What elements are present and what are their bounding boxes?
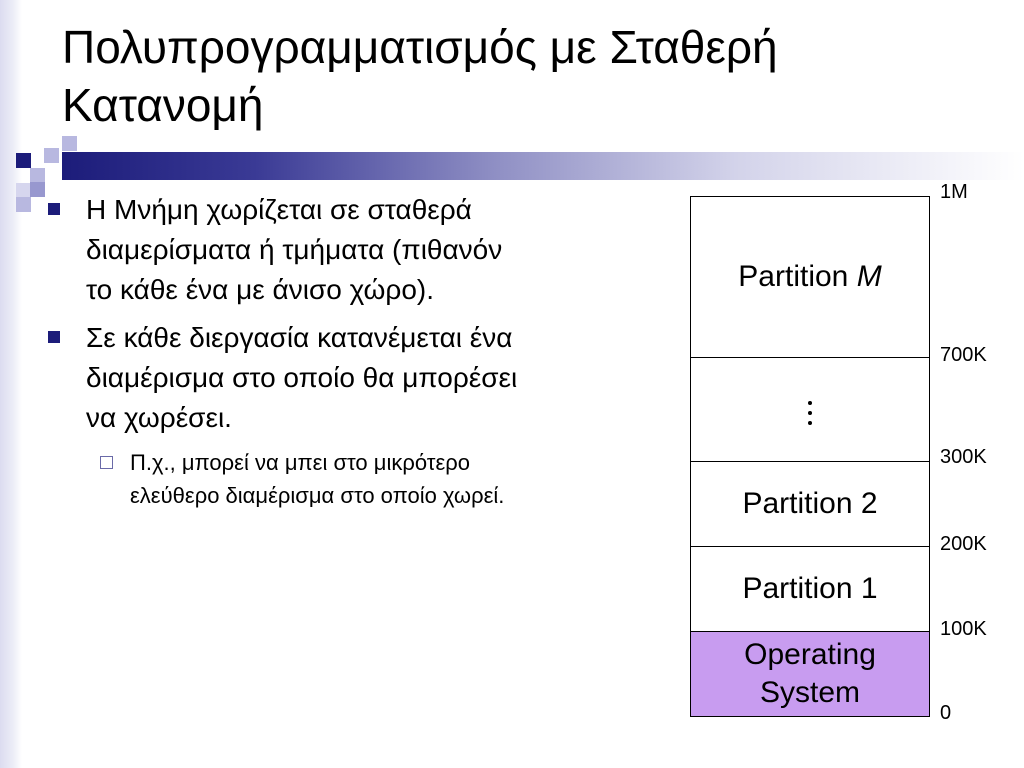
partition-m bbox=[690, 196, 930, 358]
left-stripe bbox=[0, 0, 22, 768]
bullet-item bbox=[48, 190, 518, 310]
decorative-square bbox=[16, 197, 31, 212]
memory-partition-diagram bbox=[690, 196, 930, 716]
title-underline-bar bbox=[62, 152, 1024, 180]
address-label-300k: 300K bbox=[940, 446, 987, 468]
bullet-list bbox=[48, 190, 518, 512]
decorative-square bbox=[62, 136, 77, 151]
address-label-1m: 1M bbox=[940, 181, 968, 203]
decorative-square bbox=[44, 148, 59, 163]
partition-ellipsis bbox=[690, 357, 930, 462]
address-label-700k: 700K bbox=[940, 344, 987, 366]
partition-2-label: Partition 2 bbox=[742, 487, 878, 520]
decorative-square bbox=[30, 168, 45, 183]
bullet-text: Σε κάθε διεργασία κατανέμεται ένα διαμέρισμα στο οποίο θα μπορέσει να χωρέσει. bbox=[86, 322, 518, 433]
partition-m-label: Partition M bbox=[738, 260, 882, 293]
bullet-item bbox=[48, 318, 518, 438]
address-label-0: 0 bbox=[940, 702, 952, 724]
vertical-ellipsis-icon bbox=[808, 398, 812, 428]
operating-system-partition bbox=[690, 631, 930, 717]
partition-2 bbox=[690, 461, 930, 547]
bullet-text: Η Μνήμη χωρίζεται σε σταθερά διαμερίσματα ή τμήματα (πιθανόν το κάθε ένα με άνισο χώρο). bbox=[86, 194, 503, 305]
address-label-200k: 200K bbox=[940, 533, 987, 555]
decorative-square bbox=[16, 153, 31, 168]
square-bullet-icon bbox=[48, 331, 60, 343]
decorative-square bbox=[30, 182, 45, 197]
sub-bullet-item bbox=[100, 446, 518, 512]
partition-1 bbox=[690, 546, 930, 632]
address-label-100k: 100K bbox=[940, 618, 987, 640]
decorative-square bbox=[16, 183, 31, 198]
square-bullet-icon bbox=[48, 203, 60, 215]
sub-bullet-text: Π.χ., μπορεί να μπει στο μικρότερο ελεύθερο διαμέρισμα στο οποίο χωρεί. bbox=[130, 450, 505, 508]
slide-title: Πολυπρογραμματισμός με Σταθερή Κατανομή bbox=[62, 21, 778, 131]
partition-1-label: Partition 1 bbox=[742, 572, 878, 605]
hollow-square-bullet-icon bbox=[100, 456, 113, 469]
operating-system-label: Operating System bbox=[744, 638, 876, 709]
